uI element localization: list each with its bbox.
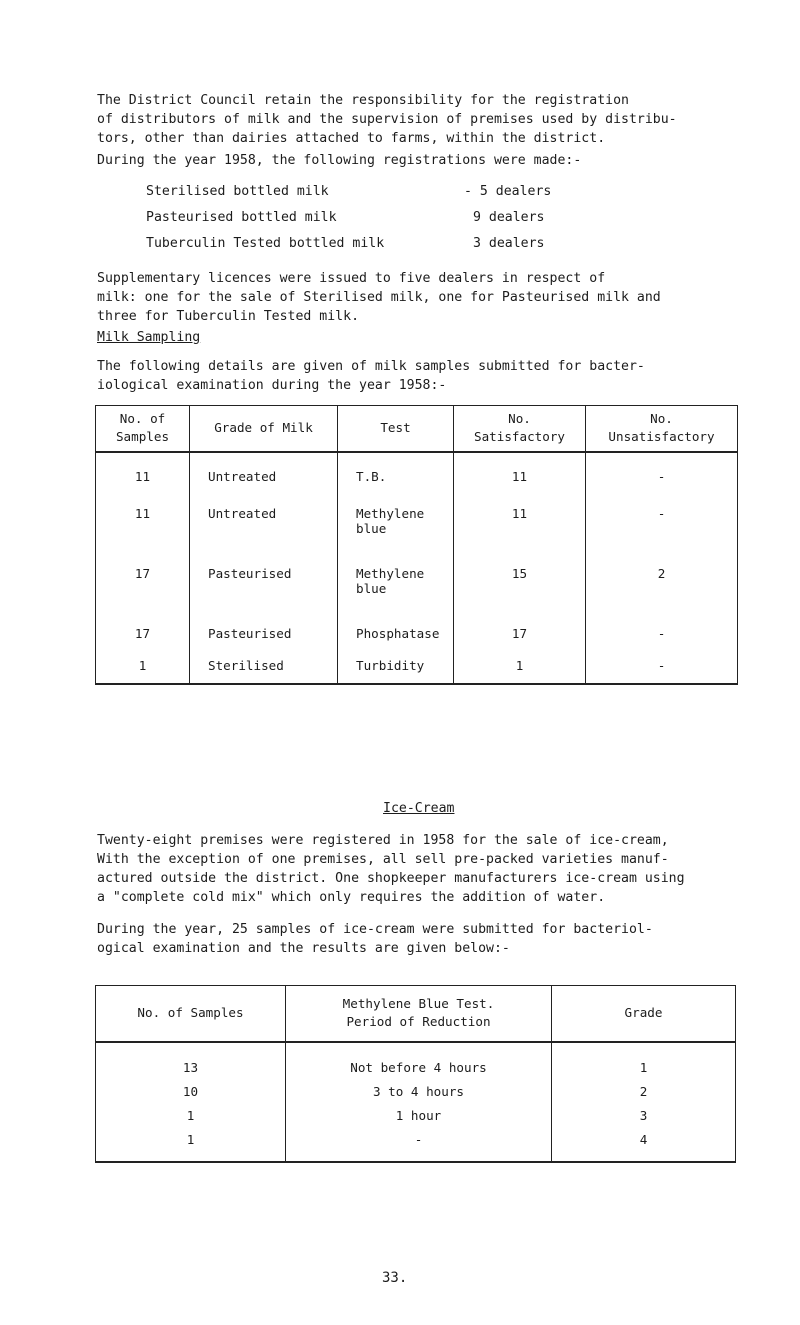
cell-samples: 11 (96, 506, 190, 566)
registrations-lead: During the year 1958, the following registrations were made:- (97, 153, 582, 168)
table-header-row (96, 406, 738, 452)
col-header-grade: Grade of Milk (190, 406, 338, 452)
table-header-row (96, 986, 736, 1042)
registration-kind: Tuberculin Tested bottled milk (146, 236, 385, 251)
cell-samples: 13 (96, 1042, 286, 1084)
cell-satisfactory: 1 (454, 658, 586, 684)
ice-cream-line: a "complete cold mix" which only requires the addition of water. (97, 890, 606, 905)
registration-kind: Sterilised bottled milk (146, 184, 329, 199)
supplementary-line: Supplementary licences were issued to five dealers in respect of (97, 271, 606, 286)
cell-test: T.B. (338, 452, 454, 506)
cell-satisfactory: 11 (454, 506, 586, 566)
cell-samples: 10 (96, 1084, 286, 1108)
milk-sampling-table (95, 405, 738, 685)
ice-cream-heading: Ice-Cream (383, 801, 455, 816)
registration-kind: Pasteurised bottled milk (146, 210, 337, 225)
cell-satisfactory: 15 (454, 566, 586, 626)
milk-sampling-heading: Milk Sampling (97, 330, 201, 345)
supplementary-line: milk: one for the sale of Sterilised milk, one for Pasteurised milk and (97, 290, 661, 305)
supplementary-paragraph (97, 269, 661, 326)
cell-test: Turbidity (338, 658, 454, 684)
cell-samples: 1 (96, 658, 190, 684)
cell-test: Methylene blue (338, 566, 454, 626)
milk-sampling-intro-line: iological examination during the year 1958:- (97, 378, 447, 393)
ice-cream-line: actured outside the district. One shopkeeper manufacturers ice-cream using (97, 871, 685, 886)
table-row (96, 626, 738, 658)
table-row (96, 1042, 736, 1084)
milk-sampling-intro (97, 357, 645, 395)
col-header-test: Test (338, 406, 454, 452)
cell-grade: Pasteurised (190, 626, 338, 658)
table-row (96, 452, 738, 506)
cell-period: Not before 4 hours (286, 1042, 552, 1084)
cell-grade: 1 (552, 1042, 736, 1084)
table-row (96, 1132, 736, 1162)
cell-samples: 17 (96, 626, 190, 658)
cell-unsatisfactory: - (586, 452, 738, 506)
cell-samples: 1 (96, 1108, 286, 1132)
cell-test: Phosphatase (338, 626, 454, 658)
table-row (96, 506, 738, 566)
cell-unsatisfactory: - (586, 658, 738, 684)
cell-samples: 11 (96, 452, 190, 506)
col-header-samples: No. of Samples (96, 986, 286, 1042)
cell-satisfactory: 17 (454, 626, 586, 658)
ice-cream-samples-paragraph (97, 920, 653, 958)
cell-grade: Sterilised (190, 658, 338, 684)
col-header-satisfactory: No. Satisfactory (454, 406, 586, 452)
cell-grade: 4 (552, 1132, 736, 1162)
cell-test: Methylene blue (338, 506, 454, 566)
registration-count: 9 dealers (473, 210, 545, 225)
intro-line: of distributors of milk and the supervision of premises used by distribu- (97, 112, 677, 127)
cell-grade: 2 (552, 1084, 736, 1108)
intro-paragraph (97, 91, 677, 148)
table-row (96, 566, 738, 626)
ice-cream-line: With the exception of one premises, all sell pre-packed varieties manuf- (97, 852, 669, 867)
supplementary-line: three for Tuberculin Tested milk. (97, 309, 360, 324)
cell-grade: Untreated (190, 452, 338, 506)
col-header-samples: No. of Samples (96, 406, 190, 452)
cell-grade: Pasteurised (190, 566, 338, 626)
cell-unsatisfactory: - (586, 506, 738, 566)
ice-cream-paragraph (97, 831, 685, 907)
col-header-period: Methylene Blue Test. Period of Reduction (286, 986, 552, 1042)
cell-grade: 3 (552, 1108, 736, 1132)
cell-samples: 17 (96, 566, 190, 626)
ice-cream-line: Twenty-eight premises were registered in 1958 for the sale of ice-cream, (97, 833, 669, 848)
intro-line: tors, other than dairies attached to farms, within the district. (97, 131, 606, 146)
table-row (96, 1084, 736, 1108)
cell-period: 3 to 4 hours (286, 1084, 552, 1108)
ice-cream-samples-line: ogical examination and the results are given below:- (97, 941, 510, 956)
table-row (96, 1108, 736, 1132)
cell-unsatisfactory: - (586, 626, 738, 658)
table-row (96, 658, 738, 684)
milk-sampling-intro-line: The following details are given of milk samples submitted for bacter- (97, 359, 645, 374)
cell-period: 1 hour (286, 1108, 552, 1132)
ice-cream-table (95, 985, 736, 1163)
intro-line: The District Council retain the responsibility for the registration (97, 93, 629, 108)
registration-count: 3 dealers (473, 236, 545, 251)
page-number: 33. (382, 1270, 408, 1286)
cell-satisfactory: 11 (454, 452, 586, 506)
cell-period: - (286, 1132, 552, 1162)
cell-unsatisfactory: 2 (586, 566, 738, 626)
registration-count: - 5 dealers (464, 184, 552, 199)
col-header-unsatisfactory: No. Unsatisfactory (586, 406, 738, 452)
ice-cream-samples-line: During the year, 25 samples of ice-cream were submitted for bacteriol- (97, 922, 653, 937)
cell-grade: Untreated (190, 506, 338, 566)
col-header-grade: Grade (552, 986, 736, 1042)
cell-samples: 1 (96, 1132, 286, 1162)
